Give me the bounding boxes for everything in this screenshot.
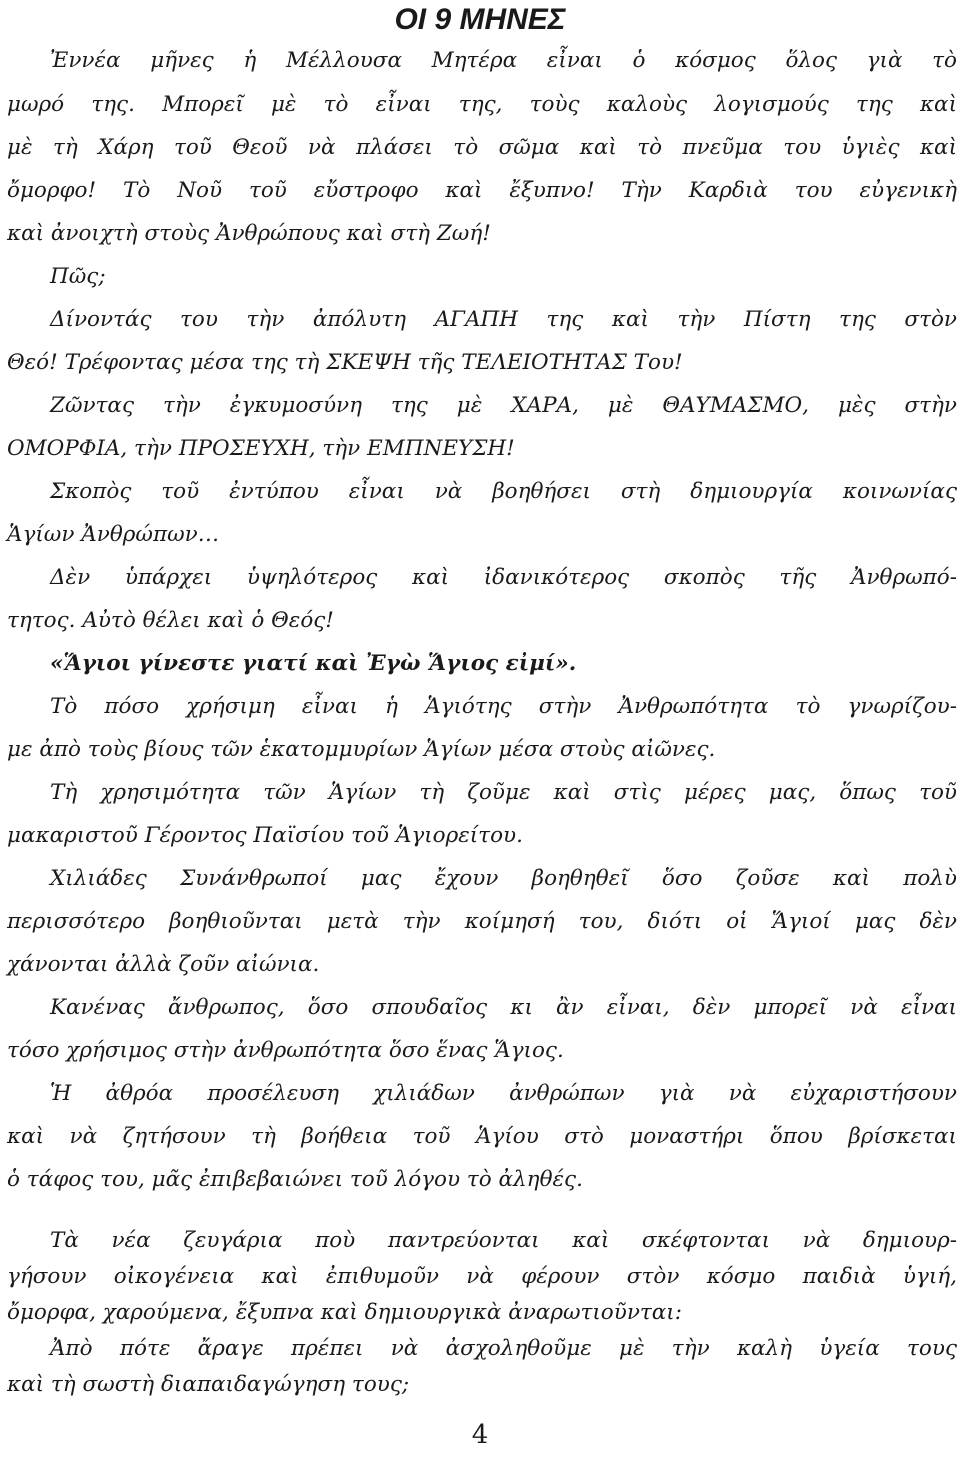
page-title: ΟΙ 9 ΜΗΝΕΣ xyxy=(394,3,566,36)
text-line: Τὸ πόσο χρήσιμη εἶναι ἡ Ἁγιότης στὴν Ἀνθρωπότητα τὸ γνωρίζου- xyxy=(50,694,957,719)
text-line: Ἡ ἀθρόα προσέλευση χιλιάδων ἀνθρώπων γιὰ νὰ εὐχαριστήσουν xyxy=(50,1081,957,1106)
text-line: γήσουν οἰκογένεια καὶ ἐπιθυμοῦν νὰ φέρουν στὸν κόσμο παιδιὰ ὑγιή, xyxy=(7,1264,957,1289)
text-line: μακαριστοῦ Γέροντος Παϊσίου τοῦ Ἁγιορείτου. xyxy=(7,823,523,848)
text-line: ΟΜΟΡΦΙΑ, τὴν ΠΡΟΣΕΥΧΗ, τὴν ΕΜΠΝΕΥΣΗ! xyxy=(7,436,515,461)
text-line: Ἐννέα μῆνες ἡ Μέλλουσα Μητέρα εἶναι ὁ κόσμος ὅλος γιὰ τὸ xyxy=(50,48,957,73)
text-line: καὶ ἀνοιχτὴ στοὺς Ἀνθρώπους καὶ στὴ Ζωή! xyxy=(7,221,491,246)
page-number: 4 xyxy=(471,1420,489,1450)
text-line: καὶ νὰ ζητήσουν τὴ βοήθεια τοῦ Ἁγίου στὸ μοναστήρι ὅπου βρίσκεται xyxy=(7,1124,957,1149)
text-line: Σκοπὸς τοῦ ἐντύπου εἶναι νὰ βοηθήσει στὴ δημιουργία κοινωνίας xyxy=(50,479,957,504)
text-line: τητος. Αὐτὸ θέλει καὶ ὁ Θεός! xyxy=(7,608,334,633)
text-line: Κανένας ἄνθρωπος, ὅσο σπουδαῖος κι ἂν εἶναι, δὲν μπορεῖ νὰ εἶναι xyxy=(50,995,957,1020)
text-line: ὄμορφα, χαρούμενα, ἔξυπνα καὶ δημιουργικὰ ἀναρωτιοῦνται: xyxy=(7,1300,682,1325)
text-line: Δὲν ὑπάρχει ὑψηλότερος καὶ ἰδανικότερος σκοπὸς τῆς Ἀνθρωπό- xyxy=(50,565,957,590)
text-line: καὶ τὴ σωστὴ διαπαιδαγώγηση τους; xyxy=(7,1372,410,1397)
text-line: Πῶς; xyxy=(50,264,106,289)
text-line: Ἀπὸ πότε ἄραγε πρέπει νὰ ἀσχοληθοῦμε μὲ τὴν καλὴ ὑγεία τους xyxy=(50,1336,957,1361)
text-line: ὁ τάφος του, μᾶς ἐπιβεβαιώνει τοῦ λόγου τὸ ἀληθές. xyxy=(7,1167,583,1192)
quote-line: «Ἅγιοι γίνεστε γιατί καὶ Ἐγὼ Ἅγιος εἰμί». xyxy=(50,651,577,676)
text-line: Χιλιάδες Συνάνθρωποί μας ἔχουν βοηθηθεῖ ὅσο ζοῦσε καὶ πολὺ xyxy=(50,866,957,891)
text-line: Δίνοντάς του τὴν ἀπόλυτη ΑΓΑΠΗ της καὶ τὴν Πίστη της στὸν xyxy=(50,307,957,332)
text-line: τόσο χρήσιμος στὴν ἀνθρωπότητα ὅσο ἕνας Ἅγιος. xyxy=(7,1038,564,1063)
text-line: περισσότερο βοηθιοῦνται μετὰ τὴν κοίμησή του, διότι οἱ Ἅγιοί μας δὲν xyxy=(7,909,957,934)
text-line: Τὴ χρησιμότητα τῶν Ἁγίων τὴ ζοῦμε καὶ στὶς μέρες μας, ὅπως τοῦ xyxy=(50,780,957,805)
text-line: ὄμορφο! Τὸ Νοῦ τοῦ εὔστροφο καὶ ἔξυπνο! Τὴν Καρδιὰ του εὐγενικὴ xyxy=(7,178,957,203)
text-line: Θεό! Τρέφοντας μέσα της τὴ ΣΚΕΨΗ τῆς ΤΕΛΕΙΟΤΗΤΑΣ Του! xyxy=(7,350,683,375)
text-line: μωρό της. Μπορεῖ μὲ τὸ εἶναι της, τοὺς καλοὺς λογισμούς της καὶ xyxy=(7,92,957,117)
text-line: μὲ τὴ Χάρη τοῦ Θεοῦ νὰ πλάσει τὸ σῶμα καὶ τὸ πνεῦμα του ὑγιὲς καὶ xyxy=(7,135,957,160)
text-line: χάνονται ἀλλὰ ζοῦν αἰώνια. xyxy=(7,952,320,977)
text-line: Ζῶντας τὴν ἐγκυμοσύνη της μὲ ΧΑΡΑ, μὲ ΘΑΥΜΑΣΜΟ, μὲς στὴν xyxy=(50,393,957,418)
text-line: με ἀπὸ τοὺς βίους τῶν ἑκατομμυρίων Ἁγίων μέσα στοὺς αἰῶνες. xyxy=(7,737,716,762)
text-line: Ἁγίων Ἀνθρώπων… xyxy=(7,522,220,547)
text-line: Τὰ νέα ζευγάρια ποὺ παντρεύονται καὶ σκέφτονται νὰ δημιουρ- xyxy=(50,1228,957,1253)
